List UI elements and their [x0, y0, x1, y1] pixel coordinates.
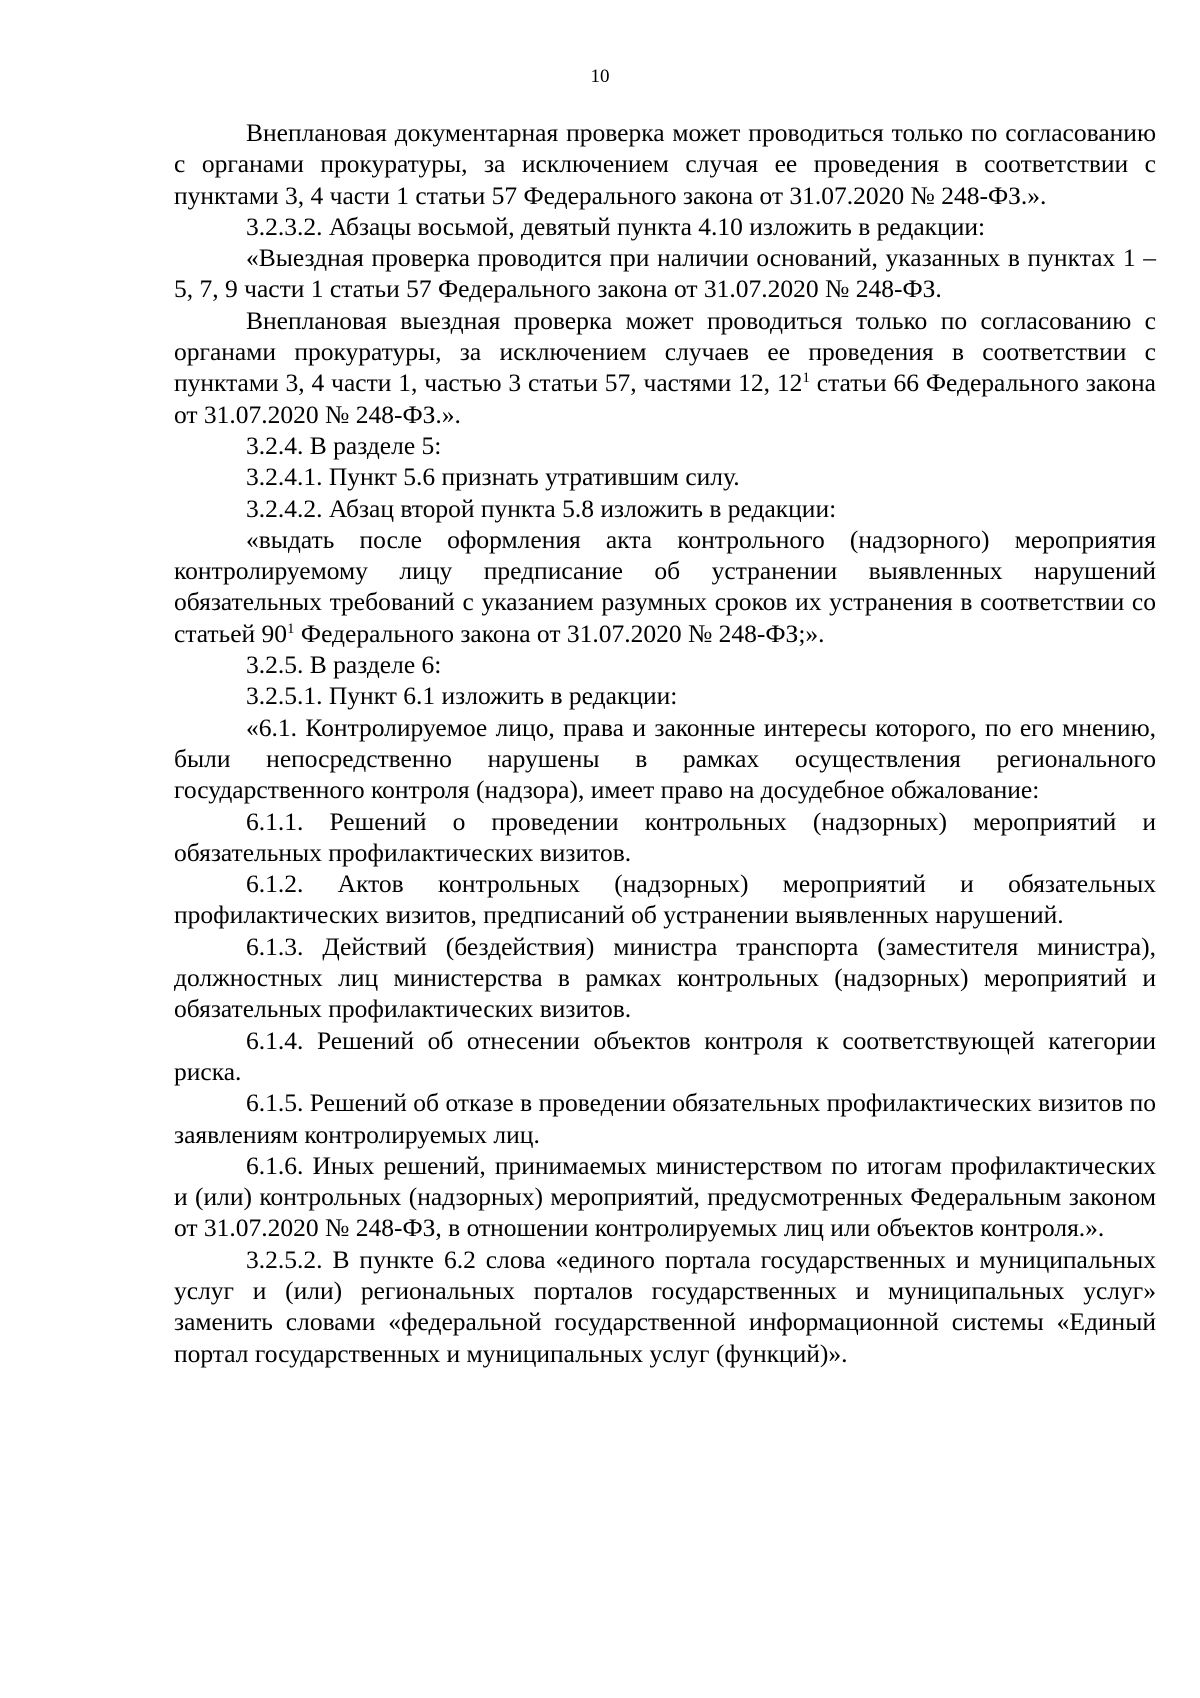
paragraph-text: Федерального закона от 31.07.2020 № 248-ФЗ;». [294, 618, 825, 648]
paragraph-3-2-5-2: 3.2.5.2. В пункте 6.2 слова «единого портала государственных и муниципальных услуг и (или) региональных порталов государственных и муниципальных услуг» заменить словами «федеральной государственной информационной системы «Единый портал государственных и муниципальных услуг (функций)». [174, 1244, 1156, 1368]
paragraph-3-2-3-2: 3.2.3.2. Абзацы восьмой, девятый пункта 4.10 изложить в редакции: [246, 211, 986, 241]
paragraph-3-2-5-1: 3.2.5.1. Пункт 6.1 изложить в редакции: [246, 681, 678, 711]
page-number: 10 [590, 66, 610, 87]
paragraph-text: статьи 66 Федерального закона от 31.07.2020 № 248-ФЗ.». [174, 368, 1156, 429]
superscript: 1 [802, 370, 810, 387]
paragraph-3-2-5: 3.2.5. В разделе 6: [246, 650, 442, 680]
paragraph-6-1-5: 6.1.5. Решений об отказе в проведении обязательных профилактических визитов по заявлениям контролируемых лиц. [174, 1088, 1156, 1149]
paragraph-onsite-inspection: «Выездная проверка проводится при наличии оснований, указанных в пунктах 1 – 5, 7, 9 части 1 статьи 57 Федерального закона от 31.07.2020 № 248-ФЗ. [174, 243, 1156, 304]
paragraph-3-2-4: 3.2.4. В разделе 5: [246, 430, 442, 460]
paragraph-6-1: «6.1. Контролируемое лицо, права и законные интересы которого, по его мнению, были непосредственно нарушены в рамках осуществления регионального государственного контроля (надзора), имеет право на досудебное обжалование: [174, 712, 1156, 805]
paragraph-6-1-2: 6.1.2. Актов контрольных (надзорных) мероприятий и обязательных профилактических визитов, предписаний об устранении выявленных нарушений. [174, 869, 1156, 930]
document-body [174, 117, 1156, 1369]
superscript: 1 [287, 620, 295, 637]
paragraph-6-1-1: 6.1.1. Решений о проведении контрольных (надзорных) мероприятий и обязательных профилактических визитов. [174, 806, 1156, 867]
paragraph-6-1-6: 6.1.6. Иных решений, принимаемых министерством по итогам профилактических и (или) контрольных (надзорных) мероприятий, предусмотренных Федеральным законом от 31.07.2020 № 248-ФЗ, в отношении контролируемых лиц или объектов контроля.». [174, 1150, 1156, 1243]
paragraph-6-1-4: 6.1.4. Решений об отнесении объектов контроля к соответствующей категории риска. [174, 1025, 1156, 1086]
paragraph-text: «выдать после оформления акта контрольного (надзорного) мероприятия контролируемому лицу предписание об устранении выявленных нарушений обязательных требований с указанием разумных сроков их устранения в соответствии со статьей 90 [174, 524, 1156, 648]
paragraph-3-2-4-1: 3.2.4.1. Пункт 5.6 признать утратившим силу. [246, 462, 740, 492]
paragraph-3-2-4-2: 3.2.4.2. Абзац второй пункта 5.8 изложить в редакции: [246, 493, 837, 523]
paragraph-6-1-3: 6.1.3. Действий (бездействия) министра транспорта (заместителя министра), должностных лиц министерства в рамках контрольных (надзорных) мероприятий и обязательных профилактических визитов. [174, 931, 1156, 1024]
paragraph-documentary-inspection: Внеплановая документарная проверка может проводиться только по согласованию с органами прокуратуры, за исключением случая ее проведения в соответствии с пунктами 3, 4 части 1 статьи 57 Федерального закона от 31.07.2020 № 248-ФЗ.». [174, 118, 1156, 210]
paragraph-text: Внеплановая выездная проверка может проводиться только по согласованию с органами прокуратуры, за исключением случаев ее проведения в соответствии с пунктами 3, 4 части 1, частью 3 статьи 57, частями 12, 12 [174, 305, 1156, 398]
paragraph-issue-order [174, 524, 1156, 649]
paragraph-unplanned-onsite-inspection [174, 305, 1156, 430]
